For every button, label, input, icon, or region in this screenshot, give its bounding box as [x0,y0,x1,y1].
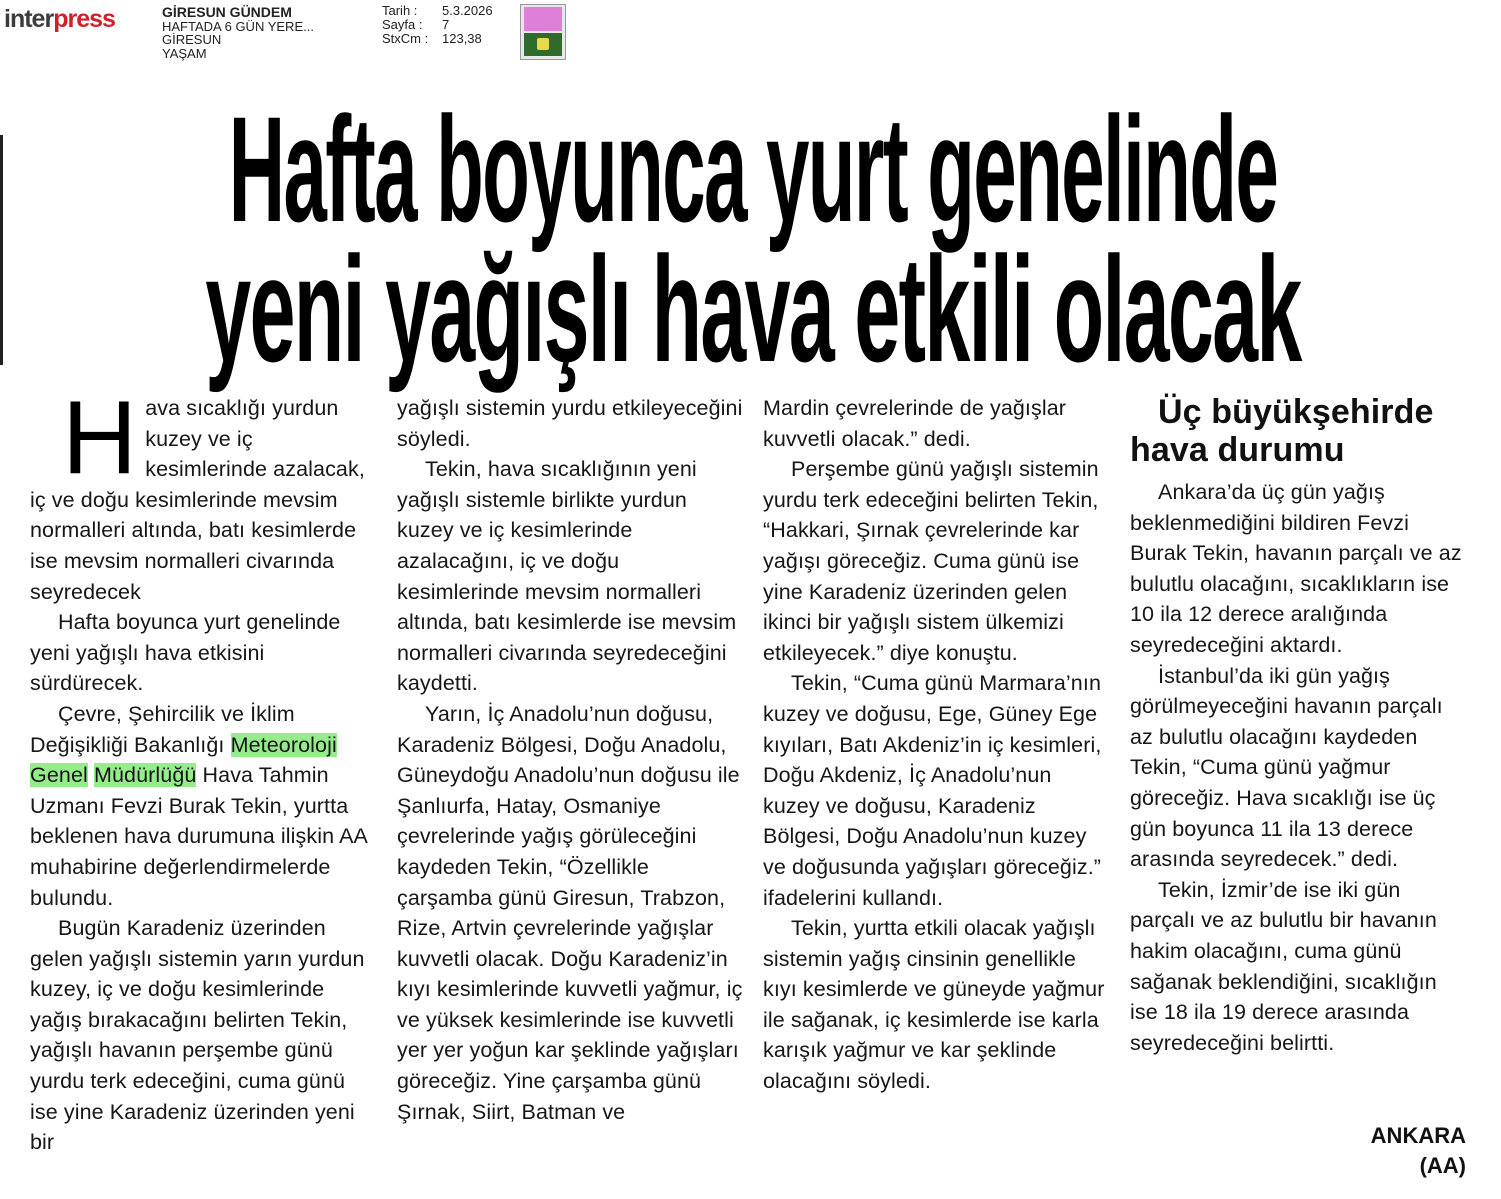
article-column-4 [1130,393,1470,1058]
headline-line-2: yeni yağışlı hava etkili olacak [205,224,1301,393]
margin-rule [0,135,3,365]
article-column-1 [30,380,370,1158]
headline-line-1: Hafta boyunca yurt genelinde [228,84,1278,253]
paragraph: Tekin, hava sıcaklığının yeni yağışlı sistemle birlikte yurdun kuzey ve iç kesimlerinde azalacağını, iç ve doğu kesimlerinde mevsim normalleri altında, batı kesimlerde ise mevsim normalleri civarında seyredeceğini kaydetti. [397,457,737,696]
byline-city: ANKARA [1370,1123,1466,1148]
publication-info [162,6,314,60]
page-thumbnail[interactable] [520,4,566,60]
article-column-2 [397,393,743,1127]
subheading: Üç büyükşehirde hava durumu [1130,393,1434,469]
page-label: Sayfa : [382,17,423,32]
paragraph: Tekin, İzmir’de ise iki gün parçalı ve az bulutlu bir havanın hakim olacağını, cuma günü sağanak beklendiğini, sıcaklığın ise 18 ila 19 derece arasında seyredeceğini belirtti. [1130,877,1437,1055]
date-label: Tarih : [382,3,418,18]
paragraph: Tekin, yurtta etkili olacak yağışlı sistemin yağış cinsinin genellikle kıyı kesimlerde ve güneyde yağmur ile sağanak, iç kesimlerde ise karla karışık yağmur ve kar şeklinde olacağını söyledi. [763,916,1105,1094]
highlight: Müdürlüğü [93,763,197,788]
paragraph: Bugün Karadeniz üzerinden gelen yağışlı sistemin yarın yurdun kuzey, iç ve doğu kesimlerinde yağış bırakacağını belirten Tekin, yağışlı havanın perşembe günü yurdu terk edeceğini, cuma günü ise yine Karadeniz üzerinden yeni bir [30,916,365,1155]
paragraph: Ankara’da üç gün yağış beklenmediğini bildiren Fevzi Burak Tekin, havanın parçalı ve az bulutlu olacağını, sıcaklıkların ise 10 ila 12 derece aralığında seyredeceğini aktardı. [1130,480,1462,657]
page-value: 7 [442,17,450,32]
paragraph: yağışlı sistemin yurdu etkileyeceğini söyledi. [397,396,743,451]
size-value: 123,38 [442,31,482,46]
publication-name: GİRESUN GÜNDEM [162,4,292,20]
paragraph: Çevre, Şehircilik ve İklim Değişikliği Bakanlığı Meteoroloji Genel Müdürlüğü Hava Tahmin Uzmanı Fevzi Burak Tekin, yurtta beklenen hava durumuna ilişkin AA muhabirine değerlendirmelerde bulundu. [30,701,367,910]
article-column-3 [763,393,1109,1097]
paragraph: Hava sıcaklığı yurdun kuzey ve iç kesimlerinde azalacak, iç ve doğu kesimlerinde mevsim normalleri altında, batı kesimlerde ise mevsim normalleri civarında seyredecek [30,380,365,604]
publication-city: GİRESUN [162,32,222,47]
clipping-meta [382,4,493,46]
date-value: 5.3.2026 [442,3,493,18]
paragraph: Yarın, İç Anadolu’nun doğusu, Karadeniz Bölgesi, Doğu Anadolu, Güneydoğu Anadolu’nun doğusu ile Şanlıurfa, Hatay, Osmaniye çevrelerinde yağış görüleceğini kaydeden Tekin, “Özellikle çarşamba günü Giresun, Trabzon, Rize, Artvin çevrelerinde yağışlar kuvvetli olacak. Doğu Karadeniz’in kıyı kesimlerinde kuvvetli yağmur, iç ve yüksek kesimlerinde ise kuvvetli yer yer yoğun kar şeklinde yağışları göreceğiz. Yine çarşamba günü Şırnak, Siirt, Batman ve [397,701,743,1124]
paragraph: Mardin çevrelerinde de yağışlar kuvvetli olacak.” dedi. [763,396,1067,451]
dropcap: H [62,380,138,496]
interpress-logo: interpress [4,5,115,33]
paragraph: Hafta boyunca yurt genelinde yeni yağışlı hava etkisini sürdürecek. [30,610,341,696]
highlight: Genel [30,763,88,788]
size-label: StxCm : [382,31,429,46]
publication-section: YAŞAM [162,45,207,61]
paragraph: Perşembe günü yağışlı sistemin yurdu terk edeceğini belirten Tekin, “Hakkari, Şırnak çevrelerinde kar yağışı göreceğiz. Cuma günü ise yine Karadeniz üzerinden gelen ikinci bir yağışlı sistem ülkemizi etkileyecek.” diye konuştu. [763,457,1099,665]
paragraph: İstanbul’da iki gün yağış görülmeyeceğini havanın parçalı az bulutlu olacağını kaydeden Tekin, “Cuma günü yağmur göreceğiz. Hava sıcaklığı ise üç gün boyunca 11 ila 13 derece arasında seyredecek.” dedi. [1130,663,1443,872]
highlight: Meteoroloji [230,732,337,757]
byline-agency: (AA) [1419,1153,1466,1178]
paragraph: Tekin, “Cuma günü Marmara’nın kuzey ve doğusu, Ege, Güney Ege kıyıları, Batı Akdeniz’in iç kesimleri, Doğu Akdeniz, İç Anadolu’nun kuzey ve doğusu, Karadeniz Bölgesi, Doğu Anadolu’nun kuzey ve doğusunda yağışları göreceğiz.” ifadelerini kullandı. [763,671,1102,910]
publication-frequency: HAFTADA 6 GÜN YERE... [162,18,314,34]
